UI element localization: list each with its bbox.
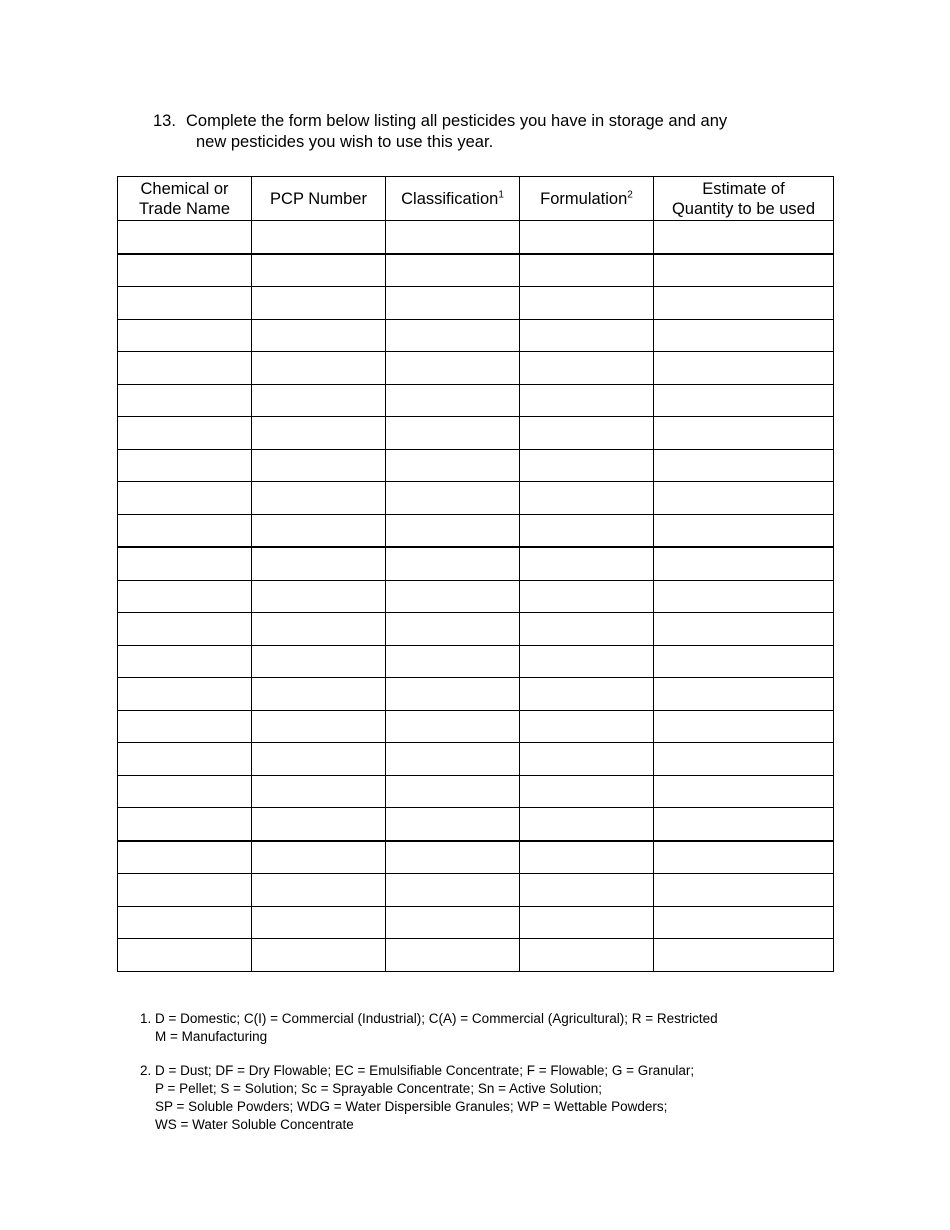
chemical-name-cell[interactable]: [118, 287, 252, 320]
classification-cell[interactable]: [386, 841, 520, 874]
formulation-cell[interactable]: [520, 482, 654, 515]
table-row: [118, 352, 834, 385]
instruction: [153, 111, 833, 153]
chemical-name-cell[interactable]: [118, 775, 252, 808]
table-row: [118, 449, 834, 482]
pcp-number-cell[interactable]: [252, 287, 386, 320]
table-row: [118, 841, 834, 874]
quantity-cell[interactable]: [654, 645, 834, 678]
pcp-number-cell[interactable]: [252, 482, 386, 515]
quantity-cell[interactable]: [654, 417, 834, 450]
formulation-cell[interactable]: [520, 710, 654, 743]
table-row: [118, 645, 834, 678]
footnote-number: 2.: [140, 1063, 152, 1078]
pcp-number-cell[interactable]: [252, 710, 386, 743]
header-label: Formulation: [540, 189, 628, 208]
chemical-name-cell[interactable]: [118, 384, 252, 417]
chemical-name-cell[interactable]: [118, 580, 252, 613]
instruction-text-1: Complete the form below listing all pesticides you have in storage and any: [186, 112, 728, 130]
pcp-number-cell[interactable]: [252, 417, 386, 450]
pcp-number-cell[interactable]: [252, 514, 386, 547]
classification-cell[interactable]: [386, 939, 520, 972]
quantity-cell[interactable]: [654, 352, 834, 385]
formulation-cell[interactable]: [520, 547, 654, 580]
table-row: [118, 808, 834, 841]
table-row: [118, 710, 834, 743]
footnote-2: [140, 1062, 840, 1134]
classification-cell[interactable]: [386, 417, 520, 450]
formulation-cell[interactable]: [520, 352, 654, 385]
quantity-cell[interactable]: [654, 775, 834, 808]
classification-cell[interactable]: [386, 514, 520, 547]
pcp-number-cell[interactable]: [252, 939, 386, 972]
classification-cell[interactable]: [386, 580, 520, 613]
formulation-cell[interactable]: [520, 613, 654, 646]
chemical-name-cell[interactable]: [118, 743, 252, 776]
quantity-cell[interactable]: [654, 874, 834, 907]
table-row: [118, 613, 834, 646]
chemical-name-cell[interactable]: [118, 808, 252, 841]
table-row: [118, 874, 834, 907]
classification-cell[interactable]: [386, 645, 520, 678]
footnote-line: D = Dust; DF = Dry Flowable; EC = Emulsifiable Concentrate; F = Flowable; G = Granular;: [155, 1063, 695, 1078]
chemical-name-cell[interactable]: [118, 514, 252, 547]
formulation-cell[interactable]: [520, 417, 654, 450]
instruction-line-1: [153, 111, 833, 132]
header-quantity-estimate: [654, 177, 834, 221]
quantity-cell[interactable]: [654, 514, 834, 547]
footnotes: [140, 1010, 840, 1150]
pcp-number-cell[interactable]: [252, 580, 386, 613]
chemical-name-cell[interactable]: [118, 221, 252, 254]
quantity-cell[interactable]: [654, 221, 834, 254]
pcp-number-cell[interactable]: [252, 906, 386, 939]
classification-cell[interactable]: [386, 482, 520, 515]
formulation-cell[interactable]: [520, 808, 654, 841]
pcp-number-cell[interactable]: [252, 449, 386, 482]
pcp-number-cell[interactable]: [252, 384, 386, 417]
classification-cell[interactable]: [386, 547, 520, 580]
pcp-number-cell[interactable]: [252, 841, 386, 874]
chemical-name-cell[interactable]: [118, 874, 252, 907]
table-row: [118, 939, 834, 972]
header-label: Quantity to be used: [671, 199, 816, 218]
quantity-cell[interactable]: [654, 710, 834, 743]
header-classification: [386, 177, 520, 221]
formulation-cell[interactable]: [520, 645, 654, 678]
table-row: [118, 482, 834, 515]
header-label: Classification: [401, 189, 499, 208]
footnote-number: 1.: [140, 1011, 152, 1026]
footnote-line: P = Pellet; S = Solution; Sc = Sprayable Concentrate; Sn = Active Solution;: [155, 1081, 603, 1096]
table-row: [118, 906, 834, 939]
quantity-cell[interactable]: [654, 580, 834, 613]
table-row: [118, 547, 834, 580]
classification-cell[interactable]: [386, 613, 520, 646]
table-header-row: [118, 177, 834, 221]
quantity-cell[interactable]: [654, 808, 834, 841]
chemical-name-cell[interactable]: [118, 841, 252, 874]
pesticide-form-table: [117, 176, 834, 972]
header-label: Trade Name: [138, 199, 231, 218]
classification-cell[interactable]: [386, 319, 520, 352]
footnote-line: WS = Water Soluble Concentrate: [155, 1117, 354, 1132]
formulation-cell[interactable]: [520, 449, 654, 482]
instruction-text-2: new pesticides you wish to use this year.: [196, 133, 494, 151]
chemical-name-cell[interactable]: [118, 547, 252, 580]
table-row: [118, 287, 834, 320]
pcp-number-cell[interactable]: [252, 678, 386, 711]
formulation-cell[interactable]: [520, 841, 654, 874]
table-row: [118, 417, 834, 450]
classification-cell[interactable]: [386, 352, 520, 385]
chemical-name-cell[interactable]: [118, 613, 252, 646]
chemical-name-cell[interactable]: [118, 678, 252, 711]
formulation-cell[interactable]: [520, 775, 654, 808]
formulation-cell[interactable]: [520, 678, 654, 711]
classification-cell[interactable]: [386, 808, 520, 841]
classification-cell[interactable]: [386, 384, 520, 417]
question-number: 13.: [153, 112, 176, 130]
quantity-cell[interactable]: [654, 254, 834, 287]
chemical-name-cell[interactable]: [118, 319, 252, 352]
classification-cell[interactable]: [386, 743, 520, 776]
quantity-cell[interactable]: [654, 319, 834, 352]
classification-cell[interactable]: [386, 287, 520, 320]
formulation-cell[interactable]: [520, 254, 654, 287]
header-pcp-number: [252, 177, 386, 221]
header-label: Estimate of: [702, 179, 785, 198]
pcp-number-cell[interactable]: [252, 254, 386, 287]
quantity-cell[interactable]: [654, 384, 834, 417]
formulation-cell[interactable]: [520, 874, 654, 907]
table-row: [118, 514, 834, 547]
formulation-cell[interactable]: [520, 319, 654, 352]
classification-cell[interactable]: [386, 906, 520, 939]
formulation-cell[interactable]: [520, 939, 654, 972]
table-row: [118, 580, 834, 613]
quantity-cell[interactable]: [654, 906, 834, 939]
footnote-1: [140, 1010, 840, 1046]
table-row: [118, 254, 834, 287]
chemical-name-cell[interactable]: [118, 939, 252, 972]
classification-cell[interactable]: [386, 874, 520, 907]
footnote-line: SP = Soluble Powders; WDG = Water Dispersible Granules; WP = Wettable Powders;: [155, 1099, 668, 1114]
formulation-cell[interactable]: [520, 287, 654, 320]
pcp-number-cell[interactable]: [252, 547, 386, 580]
formulation-cell[interactable]: [520, 221, 654, 254]
formulation-cell[interactable]: [520, 580, 654, 613]
classification-cell[interactable]: [386, 221, 520, 254]
table-row: [118, 221, 834, 254]
classification-cell[interactable]: [386, 678, 520, 711]
header-chemical-name: [118, 177, 252, 221]
header-label: PCP Number: [270, 189, 367, 208]
table-body: [118, 221, 834, 972]
formulation-cell[interactable]: [520, 906, 654, 939]
table-row: [118, 775, 834, 808]
footnote-line: M = Manufacturing: [155, 1029, 268, 1044]
chemical-name-cell[interactable]: [118, 254, 252, 287]
classification-cell[interactable]: [386, 775, 520, 808]
chemical-name-cell[interactable]: [118, 710, 252, 743]
quantity-cell[interactable]: [654, 841, 834, 874]
formulation-cell[interactable]: [520, 514, 654, 547]
chemical-name-cell[interactable]: [118, 645, 252, 678]
table-row: [118, 384, 834, 417]
table-row: [118, 678, 834, 711]
pcp-number-cell[interactable]: [252, 613, 386, 646]
quantity-cell[interactable]: [654, 287, 834, 320]
quantity-cell[interactable]: [654, 613, 834, 646]
quantity-cell[interactable]: [654, 547, 834, 580]
chemical-name-cell[interactable]: [118, 906, 252, 939]
chemical-name-cell[interactable]: [118, 417, 252, 450]
classification-cell[interactable]: [386, 449, 520, 482]
table-row: [118, 743, 834, 776]
footnote-marker: 2: [627, 189, 633, 200]
pcp-number-cell[interactable]: [252, 874, 386, 907]
pcp-number-cell[interactable]: [252, 319, 386, 352]
quantity-cell[interactable]: [654, 449, 834, 482]
quantity-cell[interactable]: [654, 678, 834, 711]
header-label: Chemical or: [140, 179, 229, 198]
quantity-cell[interactable]: [654, 482, 834, 515]
formulation-cell[interactable]: [520, 384, 654, 417]
classification-cell[interactable]: [386, 710, 520, 743]
footnote-line: D = Domestic; C(I) = Commercial (Industrial); C(A) = Commercial (Agricultural); R = Restricted: [155, 1011, 718, 1026]
pcp-number-cell[interactable]: [252, 775, 386, 808]
pcp-number-cell[interactable]: [252, 221, 386, 254]
pcp-number-cell[interactable]: [252, 352, 386, 385]
chemical-name-cell[interactable]: [118, 352, 252, 385]
quantity-cell[interactable]: [654, 743, 834, 776]
classification-cell[interactable]: [386, 254, 520, 287]
header-formulation: [520, 177, 654, 221]
chemical-name-cell[interactable]: [118, 449, 252, 482]
quantity-cell[interactable]: [654, 939, 834, 972]
footnote-marker: 1: [498, 189, 504, 200]
table-row: [118, 319, 834, 352]
pcp-number-cell[interactable]: [252, 743, 386, 776]
formulation-cell[interactable]: [520, 743, 654, 776]
pcp-number-cell[interactable]: [252, 808, 386, 841]
chemical-name-cell[interactable]: [118, 482, 252, 515]
pcp-number-cell[interactable]: [252, 645, 386, 678]
